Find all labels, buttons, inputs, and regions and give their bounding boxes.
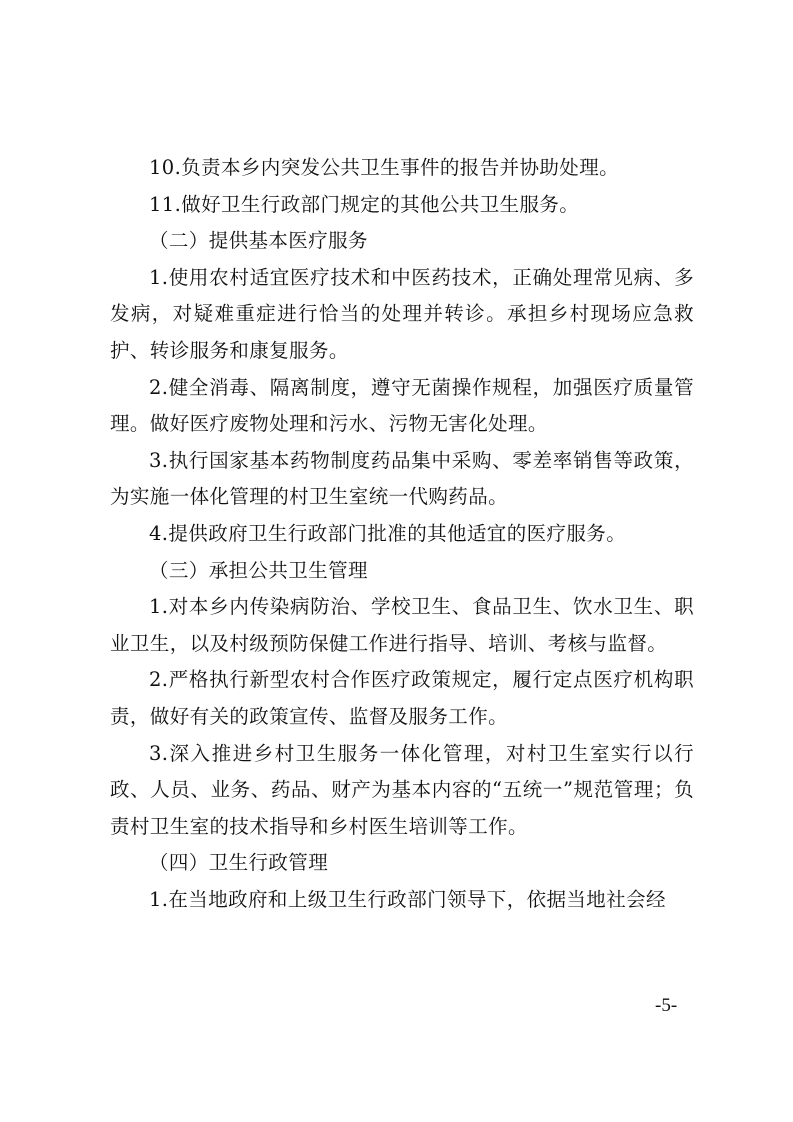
item-basic-4: 4.提供政府卫生行政部门批准的其他适宜的医疗服务。	[149, 521, 627, 545]
item-basic-2: 2.健全消毒、隔离制度，遵守无菌操作规程，加强医疗质量管理。做好医疗废物处理和污水、污物无害化处理。	[110, 375, 694, 436]
item-public-2: 2.严格执行新型农村合作医疗政策规定，履行定点医疗机构职责，做好有关的政策宣传、监督及服务工作。	[110, 668, 694, 728]
item-public-1: 1.对本乡内传染病防治、学校卫生、食品卫生、饮水卫生、职业卫生，以及村级预防保健工作进行指导、培训、考核与监督。	[110, 595, 694, 655]
item-basic-1: 1.使用农村适宜医疗技术和中医药技术，正确处理常见病、多发病，对疑难重症进行恰当的处理并转诊。承担乡村现场应急救护、转诊服务和康复服务。	[110, 265, 694, 362]
section-heading-admin: （四）卫生行政管理	[149, 851, 329, 875]
item-public-3: 3.深入推进乡村卫生服务一体化管理，对村卫生室实行以行政、人员、业务、药品、财产为基本内容的“五统一”规范管理；负责村卫生室的技术指导和乡村医生培训等工作。	[110, 741, 694, 838]
page-number: -5-	[655, 995, 678, 1016]
section-heading-basic-medical: （二）提供基本医疗服务	[149, 229, 368, 253]
item-10: 10.负责本乡内突发公共卫生事件的报告并协助处理。	[149, 156, 620, 179]
section-heading-public-health: （三）承担公共卫生管理	[149, 558, 368, 582]
document-body	[110, 150, 694, 918]
item-basic-3: 3.执行国家基本药物制度药品集中采购、零差率销售等政策，为实施一体化管理的村卫生室统一代购药品。	[110, 448, 694, 509]
item-admin-1: 1.在当地政府和上级卫生行政部门领导下，依据当地社会经	[149, 887, 666, 911]
item-11: 11.做好卫生行政部门规定的其他公共卫生服务。	[149, 192, 580, 216]
